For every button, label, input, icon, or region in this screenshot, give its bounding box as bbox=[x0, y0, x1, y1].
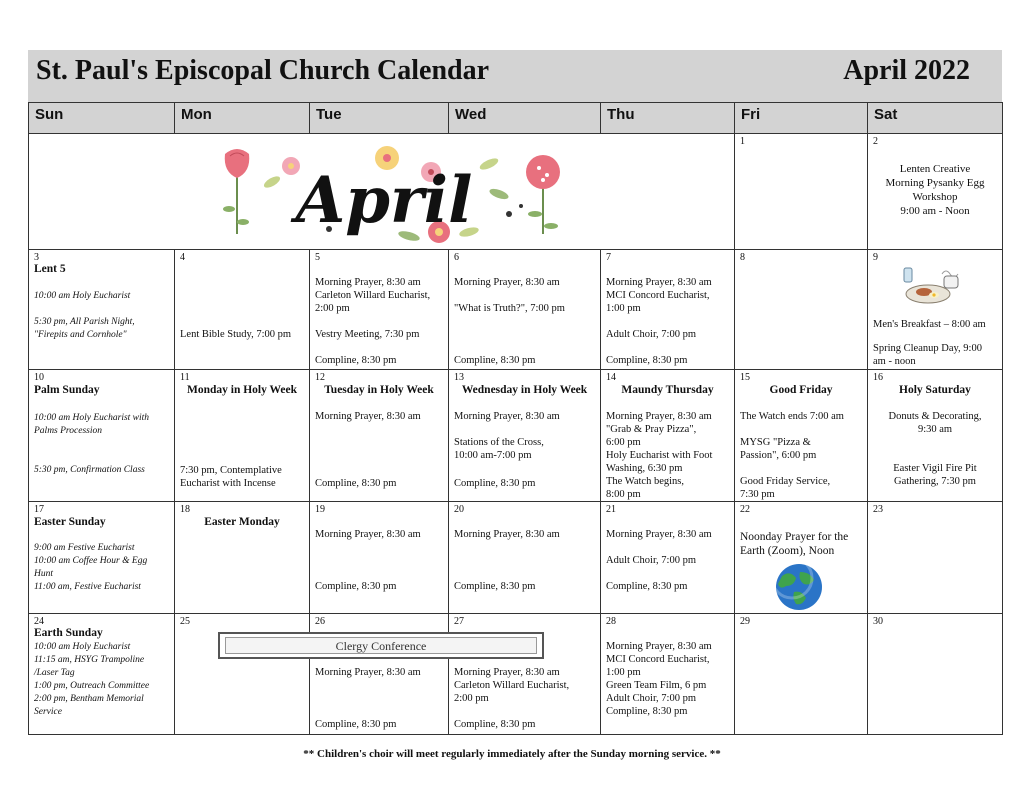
event-line: Compline, 8:30 pm bbox=[315, 355, 397, 366]
event-line: Hunt bbox=[34, 569, 53, 579]
day-number: 2 bbox=[873, 136, 878, 147]
calendar-title: St. Paul's Episcopal Church Calendar bbox=[36, 55, 490, 86]
event-line: /Laser Tag bbox=[34, 668, 75, 678]
event-line: 9:00 am - Noon bbox=[900, 205, 970, 217]
event-line: Lenten Creative bbox=[899, 163, 971, 175]
event-line: MCI Concord Eucharist, bbox=[606, 290, 710, 301]
event-line: Morning Prayer, 8:30 am bbox=[606, 277, 712, 288]
day-cell-17 bbox=[29, 502, 175, 614]
event-line: Spring Cleanup Day, 9:00 bbox=[873, 343, 982, 354]
weekday-sat: Sat bbox=[868, 103, 1003, 134]
day-number: 8 bbox=[740, 252, 745, 263]
event-line: Compline, 8:30 pm bbox=[454, 478, 536, 489]
event-line: Compline, 8:30 pm bbox=[454, 355, 536, 366]
event-line: "Grab & Pray Pizza", bbox=[606, 424, 697, 435]
event-line: Eucharist with Incense bbox=[180, 478, 276, 489]
event-line: Gathering, 7:30 pm bbox=[894, 476, 976, 487]
day-cell-16 bbox=[868, 370, 1003, 502]
event-line: Green Team Film, 6 pm bbox=[606, 680, 707, 691]
day-cell-18 bbox=[175, 502, 310, 614]
event-line: Stations of the Cross, bbox=[454, 437, 544, 448]
event-line: Compline, 8:30 pm bbox=[454, 581, 536, 592]
event-line: Washing, 6:30 pm bbox=[606, 463, 683, 474]
april-banner-cell bbox=[29, 134, 735, 250]
day-cell-6 bbox=[449, 250, 601, 370]
event-line: 1:00 pm, Outreach Committee bbox=[34, 681, 150, 691]
event-line: Morning Prayer, 8:30 am bbox=[454, 667, 560, 678]
day-number: 10 bbox=[34, 372, 44, 383]
earth-globe-icon bbox=[772, 562, 826, 612]
event-line: Morning Prayer, 8:30 am bbox=[315, 667, 421, 678]
event-line: Morning Prayer, 8:30 am bbox=[606, 411, 712, 422]
event-line: 9:30 am bbox=[917, 424, 953, 435]
event-line: Compline, 8:30 pm bbox=[315, 581, 397, 592]
event-line: Service bbox=[34, 707, 62, 717]
day-cell-15 bbox=[735, 370, 868, 502]
weekday-fri: Fri bbox=[735, 103, 868, 134]
day-cell-12 bbox=[310, 370, 449, 502]
day-number: 5 bbox=[315, 252, 320, 263]
day-number: 25 bbox=[180, 616, 190, 627]
day-title: Monday in Holy Week bbox=[186, 384, 297, 396]
day-number: 16 bbox=[873, 372, 883, 383]
event-line: 10:00 am Coffee Hour & Egg bbox=[34, 556, 148, 566]
day-cell-11 bbox=[175, 370, 310, 502]
event-line: Compline, 8:30 pm bbox=[606, 581, 688, 592]
day-cell-30 bbox=[868, 614, 1003, 735]
day-number: 15 bbox=[740, 372, 750, 383]
day-number: 4 bbox=[180, 252, 185, 263]
event-line: "Firepits and Cornhole" bbox=[34, 330, 127, 340]
week-row-3 bbox=[29, 370, 1003, 502]
event-line: The Watch ends 7:00 am bbox=[740, 411, 844, 422]
weekday-sun: Sun bbox=[29, 103, 175, 134]
event-line: Noonday Prayer for the bbox=[740, 531, 849, 543]
day-number: 20 bbox=[454, 504, 464, 515]
day-cell-9 bbox=[868, 250, 1003, 370]
flower-left-icon bbox=[223, 149, 249, 234]
day-number: 12 bbox=[315, 372, 325, 383]
event-line: Good Friday Service, bbox=[740, 476, 831, 487]
day-cell-29 bbox=[735, 614, 868, 735]
event-line: Men's Breakfast – 8:00 am bbox=[873, 319, 986, 330]
title-bar bbox=[28, 50, 1002, 102]
day-title: Wednesday in Holy Week bbox=[461, 384, 588, 396]
event-line: Lent Bible Study, 7:00 pm bbox=[180, 329, 292, 340]
event-line: 11:15 am, HSYG Trampoline bbox=[34, 655, 145, 665]
event-line: Morning Prayer, 8:30 am bbox=[454, 277, 560, 288]
event-line: 9:00 am Festive Eucharist bbox=[34, 543, 135, 553]
event-line: Adult Choir, 7:00 pm bbox=[606, 555, 696, 566]
day-number: 17 bbox=[34, 504, 44, 515]
event-line: The Watch begins, bbox=[606, 476, 684, 487]
day-cell-3 bbox=[29, 250, 175, 370]
event-line: Palms Procession bbox=[34, 426, 102, 436]
event-line: Carleton Willard Eucharist, bbox=[454, 680, 570, 691]
event-line: Morning Prayer, 8:30 am bbox=[606, 641, 712, 652]
event-line: 7:30 pm bbox=[740, 489, 775, 500]
day-title: Lent 5 bbox=[34, 263, 66, 275]
event-line: 2:00 pm bbox=[315, 303, 350, 314]
day-cell-13 bbox=[449, 370, 601, 502]
week-row-2 bbox=[29, 250, 1003, 370]
day-number: 3 bbox=[34, 252, 39, 263]
day-number: 11 bbox=[180, 372, 190, 383]
day-number: 19 bbox=[315, 504, 325, 515]
event-line: Morning Prayer, 8:30 am bbox=[315, 529, 421, 540]
day-number: 30 bbox=[873, 616, 883, 627]
event-line: Morning Prayer, 8:30 am bbox=[315, 411, 421, 422]
event-line: 2:00 pm, Bentham Memorial bbox=[34, 694, 144, 704]
event-line: Compline, 8:30 pm bbox=[315, 719, 397, 730]
day-title: Holy Saturday bbox=[899, 384, 971, 396]
day-number: 7 bbox=[606, 252, 611, 263]
day-title: Tuesday in Holy Week bbox=[324, 384, 434, 396]
event-line: 8:00 pm bbox=[606, 489, 641, 500]
event-line: MYSG "Pizza & bbox=[740, 437, 811, 448]
event-line: 1:00 pm bbox=[606, 667, 641, 678]
event-line: Compline, 8:30 pm bbox=[454, 719, 536, 730]
event-line: 1:00 pm bbox=[606, 303, 641, 314]
event-line: 10:00 am Holy Eucharist with bbox=[34, 413, 150, 423]
event-line: "What is Truth?", 7:00 pm bbox=[454, 303, 565, 314]
event-line: Carleton Willard Eucharist, bbox=[315, 290, 431, 301]
event-line: 10:00 am-7:00 pm bbox=[454, 450, 532, 461]
event-line: Morning Prayer, 8:30 am bbox=[606, 529, 712, 540]
weekday-thu: Thu bbox=[601, 103, 735, 134]
day-title: Easter Sunday bbox=[34, 516, 106, 528]
april-script-word: April bbox=[295, 163, 473, 238]
clergy-conference-banner bbox=[218, 632, 544, 659]
event-line: am - noon bbox=[873, 356, 916, 367]
day-cell-19 bbox=[310, 502, 449, 614]
day-number: 24 bbox=[34, 616, 44, 627]
event-line: Donuts & Decorating, bbox=[888, 411, 982, 422]
day-number: 21 bbox=[606, 504, 616, 515]
day-cell-10 bbox=[29, 370, 175, 502]
weekday-mon: Mon bbox=[175, 103, 310, 134]
weekday-header-row bbox=[29, 103, 1003, 134]
day-title: Palm Sunday bbox=[34, 384, 100, 396]
weekday-tue: Tue bbox=[310, 103, 449, 134]
day-number: 28 bbox=[606, 616, 616, 627]
day-cell-23 bbox=[868, 502, 1003, 614]
day-number: 6 bbox=[454, 252, 459, 263]
day-number: 13 bbox=[454, 372, 464, 383]
event-line: 5:30 pm, Confirmation Class bbox=[34, 465, 145, 475]
calendar-month: April 2022 bbox=[843, 55, 970, 86]
week-row-1 bbox=[29, 134, 1003, 250]
day-cell-2 bbox=[868, 134, 1003, 250]
day-title: Good Friday bbox=[769, 384, 833, 396]
day-number: 29 bbox=[740, 616, 750, 627]
event-line: Vestry Meeting, 7:30 pm bbox=[315, 329, 420, 340]
event-line: 6:00 pm bbox=[606, 437, 641, 448]
day-cell-5 bbox=[310, 250, 449, 370]
event-line: Morning Prayer, 8:30 am bbox=[315, 277, 421, 288]
breakfast-plate-icon bbox=[902, 264, 962, 308]
event-line: Morning Prayer, 8:30 am bbox=[454, 529, 560, 540]
event-line: Holy Eucharist with Foot bbox=[606, 450, 713, 461]
day-cell-14 bbox=[601, 370, 735, 502]
event-line: Compline, 8:30 pm bbox=[606, 355, 688, 366]
day-number: 1 bbox=[740, 136, 745, 147]
event-line: Morning Pysanky Egg bbox=[885, 177, 985, 189]
event-line: Adult Choir, 7:00 pm bbox=[606, 693, 696, 704]
event-line: Passion", 6:00 pm bbox=[740, 450, 817, 461]
event-line: 7:30 pm, Contemplative bbox=[180, 465, 282, 476]
day-title: Easter Monday bbox=[204, 516, 280, 528]
day-title: Earth Sunday bbox=[34, 627, 103, 639]
event-line: 10:00 am Holy Eucharist bbox=[34, 642, 131, 652]
april-floral-banner bbox=[29, 134, 734, 248]
day-number: 27 bbox=[454, 616, 464, 627]
day-cell-28 bbox=[601, 614, 735, 735]
day-cell-22 bbox=[735, 502, 868, 614]
day-cell-4 bbox=[175, 250, 310, 370]
event-line: Compline, 8:30 pm bbox=[606, 706, 688, 717]
event-line: Workshop bbox=[912, 191, 958, 203]
weekday-wed: Wed bbox=[449, 103, 601, 134]
day-number: 26 bbox=[315, 616, 325, 627]
flower-right-icon bbox=[526, 155, 560, 234]
event-line: 2:00 pm bbox=[454, 693, 489, 704]
day-cell-24 bbox=[29, 614, 175, 735]
day-cell-21 bbox=[601, 502, 735, 614]
day-cell-1 bbox=[735, 134, 868, 250]
day-cell-8 bbox=[735, 250, 868, 370]
event-line: 10:00 am Holy Eucharist bbox=[34, 291, 131, 301]
event-line: Morning Prayer, 8:30 am bbox=[454, 411, 560, 422]
day-number: 14 bbox=[606, 372, 616, 383]
day-number: 18 bbox=[180, 504, 190, 515]
day-cell-7 bbox=[601, 250, 735, 370]
day-cell-20 bbox=[449, 502, 601, 614]
footer-note: ** Children's choir will meet regularly immediately after the Sunday morning service. ** bbox=[303, 748, 721, 760]
day-number: 23 bbox=[873, 504, 883, 515]
day-number: 9 bbox=[873, 252, 878, 263]
event-line: 11:00 am, Festive Eucharist bbox=[34, 582, 141, 592]
event-line: Earth (Zoom), Noon bbox=[740, 545, 835, 557]
day-number: 22 bbox=[740, 504, 750, 515]
event-line: Easter Vigil Fire Pit bbox=[893, 463, 977, 474]
week-row-4 bbox=[29, 502, 1003, 614]
event-line: 5:30 pm, All Parish Night, bbox=[34, 317, 135, 327]
event-line: MCI Concord Eucharist, bbox=[606, 654, 710, 665]
event-line: Compline, 8:30 pm bbox=[315, 478, 397, 489]
day-title: Maundy Thursday bbox=[621, 384, 714, 396]
clergy-conference-label: Clergy Conference bbox=[225, 637, 537, 654]
event-line: Adult Choir, 7:00 pm bbox=[606, 329, 696, 340]
